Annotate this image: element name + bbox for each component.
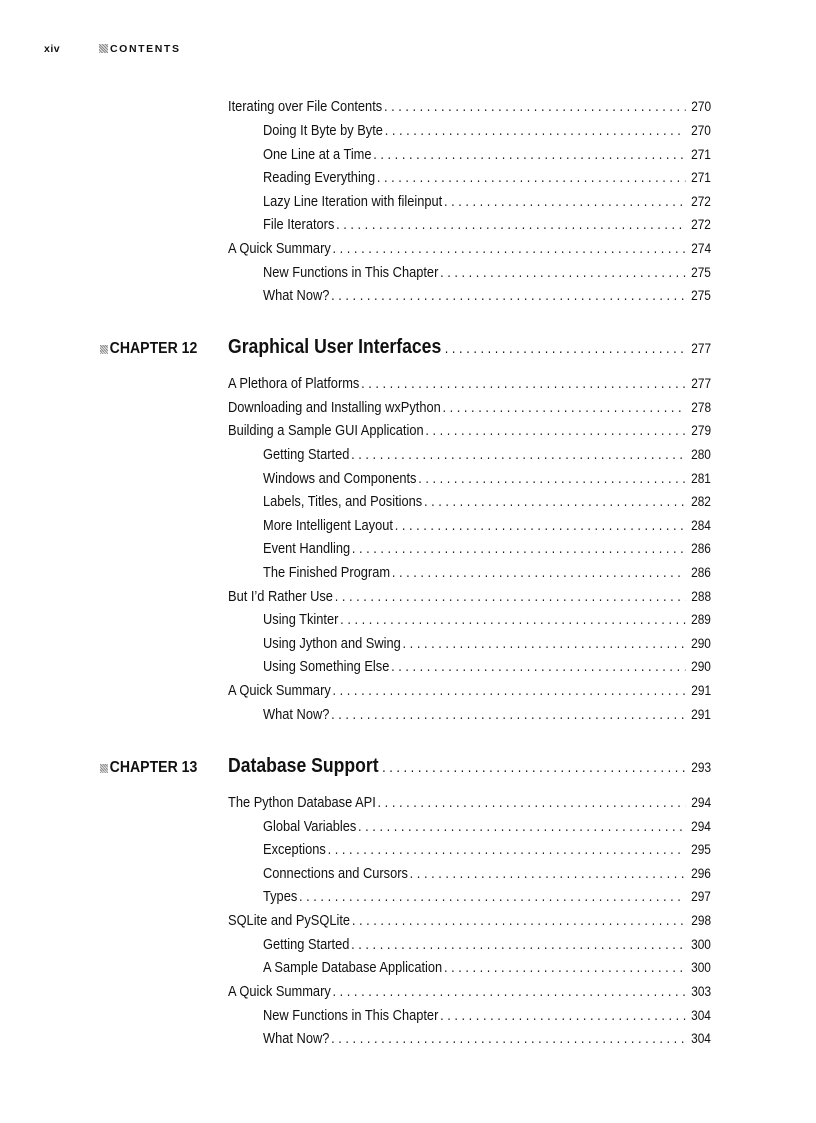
toc-entry[interactable] bbox=[263, 541, 711, 561]
toc-entry[interactable] bbox=[263, 123, 711, 143]
toc-entry-title: Getting Started bbox=[263, 937, 350, 953]
toc-entry[interactable] bbox=[228, 984, 711, 1004]
toc-entry-title: A Quick Summary bbox=[228, 683, 331, 699]
section-title-text: CONTENTS bbox=[110, 43, 181, 55]
dot-leader bbox=[440, 1008, 686, 1024]
toc-entry-title: Database Support bbox=[228, 755, 379, 777]
dot-leader bbox=[336, 217, 686, 233]
toc-entry[interactable] bbox=[263, 217, 711, 237]
toc-entry-page-number: 295 bbox=[691, 842, 711, 857]
toc-entry-page-number: 298 bbox=[691, 913, 712, 928]
toc-entry-page-number: 297 bbox=[691, 889, 711, 904]
toc-entry-title: The Python Database API bbox=[228, 795, 376, 811]
toc-entry-title: Iterating over File Contents bbox=[228, 99, 383, 115]
toc-entry-page-number: 290 bbox=[691, 659, 711, 674]
toc-entry-title: What Now? bbox=[263, 288, 330, 304]
toc-entry-title: New Functions in This Chapter bbox=[263, 1008, 439, 1024]
toc-entry-title: SQLite and PySQLite bbox=[228, 913, 351, 929]
toc-entry[interactable] bbox=[263, 866, 711, 886]
toc-entry[interactable] bbox=[228, 423, 711, 443]
toc-entry[interactable] bbox=[263, 170, 711, 190]
toc-entry-page-number: 304 bbox=[691, 1008, 711, 1023]
toc-entry-page-number: 296 bbox=[691, 866, 711, 881]
dot-leader bbox=[391, 659, 686, 675]
dot-leader bbox=[351, 447, 686, 463]
toc-entry-page-number: 270 bbox=[691, 123, 711, 138]
toc-entry-title: Graphical User Interfaces bbox=[228, 336, 442, 358]
toc-entry[interactable] bbox=[263, 612, 711, 632]
toc-entry-title: Building a Sample GUI Application bbox=[228, 423, 424, 439]
toc-entry-page-number: 270 bbox=[691, 99, 712, 114]
toc-entry-page-number: 303 bbox=[691, 984, 712, 999]
toc-entry-page-number: 278 bbox=[691, 400, 712, 415]
shade-marker-icon bbox=[100, 764, 108, 773]
toc-entry-page-number: 293 bbox=[691, 760, 712, 775]
toc-entry[interactable] bbox=[228, 376, 711, 396]
toc-entry-page-number: 279 bbox=[691, 423, 712, 438]
dot-leader bbox=[335, 589, 686, 605]
dot-leader bbox=[424, 494, 686, 510]
toc-entry-page-number: 294 bbox=[691, 795, 712, 810]
dot-leader bbox=[333, 984, 686, 1000]
toc-entry-page-number: 290 bbox=[691, 636, 711, 651]
toc-entry-title: More Intelligent Layout bbox=[263, 518, 393, 534]
toc-entry[interactable] bbox=[263, 842, 711, 862]
toc-entry-title: New Functions in This Chapter bbox=[263, 265, 439, 281]
toc-entry[interactable] bbox=[263, 194, 711, 214]
toc-entry[interactable] bbox=[228, 241, 711, 261]
dot-leader bbox=[351, 937, 686, 953]
dot-leader bbox=[425, 423, 686, 439]
toc-entry-title: Getting Started bbox=[263, 447, 350, 463]
toc-entry-page-number: 284 bbox=[691, 518, 711, 533]
toc-entry[interactable] bbox=[228, 400, 711, 420]
toc-entry-title: A Sample Database Application bbox=[263, 960, 443, 976]
toc-entry-title: Using Jython and Swing bbox=[263, 636, 401, 652]
toc-entry[interactable] bbox=[263, 265, 711, 285]
dot-leader bbox=[331, 1031, 686, 1047]
shade-marker-icon bbox=[99, 44, 108, 53]
dot-leader bbox=[299, 889, 686, 905]
toc-entry[interactable] bbox=[263, 659, 711, 679]
chapter-12-label: CHAPTER 12 bbox=[100, 340, 197, 358]
dot-leader bbox=[333, 241, 686, 257]
dot-leader bbox=[384, 99, 686, 115]
toc-entry-page-number: 272 bbox=[691, 217, 711, 232]
dot-leader bbox=[361, 376, 686, 392]
toc-entry[interactable] bbox=[263, 889, 711, 909]
dot-leader bbox=[418, 471, 686, 487]
toc-entry-page-number: 275 bbox=[691, 288, 711, 303]
toc-entry-page-number: 291 bbox=[691, 683, 712, 698]
dot-leader bbox=[395, 518, 686, 534]
dot-leader bbox=[352, 913, 686, 929]
toc-entry-title: One Line at a Time bbox=[263, 147, 372, 163]
chapter-13-label: CHAPTER 13 bbox=[100, 759, 197, 777]
toc-entry[interactable] bbox=[228, 683, 711, 703]
toc-entry-title: Downloading and Installing wxPython bbox=[228, 400, 441, 416]
toc-entry-page-number: 288 bbox=[691, 589, 712, 604]
toc-entry-title: A Quick Summary bbox=[228, 984, 331, 1000]
dot-leader bbox=[445, 341, 686, 357]
dot-leader bbox=[331, 288, 686, 304]
toc-entry-title: What Now? bbox=[263, 1031, 330, 1047]
toc-entry-title: But I’d Rather Use bbox=[228, 589, 333, 605]
toc-entry-page-number: 286 bbox=[691, 541, 711, 556]
toc-entry-page-number: 282 bbox=[691, 494, 711, 509]
toc-entry-page-number: 300 bbox=[691, 960, 711, 975]
dot-leader bbox=[373, 147, 686, 163]
toc-entry-title: Event Handling bbox=[263, 541, 351, 557]
toc-entry-title: Global Variables bbox=[263, 819, 357, 835]
dot-leader bbox=[377, 170, 686, 186]
toc-entry[interactable] bbox=[263, 960, 711, 980]
toc-entry-page-number: 274 bbox=[691, 241, 712, 256]
chapter-12-heading[interactable] bbox=[228, 336, 711, 362]
toc-entry-title: What Now? bbox=[263, 707, 330, 723]
toc-entry[interactable] bbox=[228, 795, 711, 815]
toc-entry-title: Using Something Else bbox=[263, 659, 390, 675]
toc-entry-page-number: 294 bbox=[691, 819, 711, 834]
dot-leader bbox=[328, 842, 686, 858]
section-title bbox=[99, 43, 181, 55]
dot-leader bbox=[440, 265, 686, 281]
dot-leader bbox=[392, 565, 686, 581]
toc-entry-page-number: 277 bbox=[691, 341, 712, 356]
dot-leader bbox=[403, 636, 686, 652]
toc-entry[interactable] bbox=[263, 471, 711, 491]
toc-entry[interactable] bbox=[263, 1031, 711, 1051]
toc-entry-page-number: 304 bbox=[691, 1031, 711, 1046]
dot-leader bbox=[444, 960, 686, 976]
toc-entry[interactable] bbox=[263, 147, 711, 167]
toc-entry-title: Reading Everything bbox=[263, 170, 376, 186]
dot-leader bbox=[340, 612, 686, 628]
dot-leader bbox=[378, 795, 686, 811]
toc-entry[interactable] bbox=[263, 447, 711, 467]
page-number: xiv bbox=[44, 43, 61, 55]
dot-leader bbox=[331, 707, 686, 723]
toc-entry-title: Connections and Cursors bbox=[263, 866, 408, 882]
toc-entry-title: Labels, Titles, and Positions bbox=[263, 494, 423, 510]
toc-entry-title: Doing It Byte by Byte bbox=[263, 123, 383, 139]
toc-entry-title: A Plethora of Platforms bbox=[228, 376, 360, 392]
toc-entry-page-number: 271 bbox=[691, 170, 711, 185]
toc-entry-page-number: 289 bbox=[691, 612, 711, 627]
chapter-13-heading[interactable] bbox=[228, 755, 711, 781]
dot-leader bbox=[333, 683, 686, 699]
toc-entry[interactable] bbox=[228, 913, 711, 933]
dot-leader bbox=[352, 541, 686, 557]
toc-entry-title: Lazy Line Iteration with fileinput bbox=[263, 194, 443, 210]
toc-entry[interactable] bbox=[228, 99, 711, 119]
toc-entry-title: Types bbox=[263, 889, 298, 905]
toc-entry-page-number: 291 bbox=[691, 707, 711, 722]
dot-leader bbox=[358, 819, 686, 835]
toc-entry[interactable] bbox=[263, 565, 711, 585]
toc-entry-title: Windows and Components bbox=[263, 471, 417, 487]
shade-marker-icon bbox=[100, 345, 108, 354]
toc-entry[interactable] bbox=[263, 494, 711, 514]
toc-entry[interactable] bbox=[263, 288, 711, 308]
toc-entry-title: Using Tkinter bbox=[263, 612, 339, 628]
toc-entry-page-number: 286 bbox=[691, 565, 711, 580]
toc-entry-title: File Iterators bbox=[263, 217, 335, 233]
toc-entry[interactable] bbox=[263, 518, 711, 538]
toc-entry-page-number: 277 bbox=[691, 376, 712, 391]
toc-entry[interactable] bbox=[263, 937, 711, 957]
dot-leader bbox=[443, 400, 686, 416]
toc-entry-page-number: 281 bbox=[691, 471, 711, 486]
toc-entry[interactable] bbox=[228, 589, 711, 609]
toc-entry-page-number: 300 bbox=[691, 937, 711, 952]
toc-entry-page-number: 271 bbox=[691, 147, 711, 162]
toc-entry-title: The Finished Program bbox=[263, 565, 391, 581]
dot-leader bbox=[410, 866, 686, 882]
toc-entry[interactable] bbox=[263, 636, 711, 656]
toc-entry-page-number: 280 bbox=[691, 447, 711, 462]
toc-entry-title: A Quick Summary bbox=[228, 241, 331, 257]
toc-entry-page-number: 275 bbox=[691, 265, 711, 280]
toc-entry[interactable] bbox=[263, 707, 711, 727]
dot-leader bbox=[385, 123, 686, 139]
dot-leader bbox=[382, 760, 686, 776]
toc-entry[interactable] bbox=[263, 1008, 711, 1028]
dot-leader bbox=[444, 194, 686, 210]
toc-entry-page-number: 272 bbox=[691, 194, 711, 209]
toc-entry[interactable] bbox=[263, 819, 711, 839]
toc-entry-title: Exceptions bbox=[263, 842, 326, 858]
